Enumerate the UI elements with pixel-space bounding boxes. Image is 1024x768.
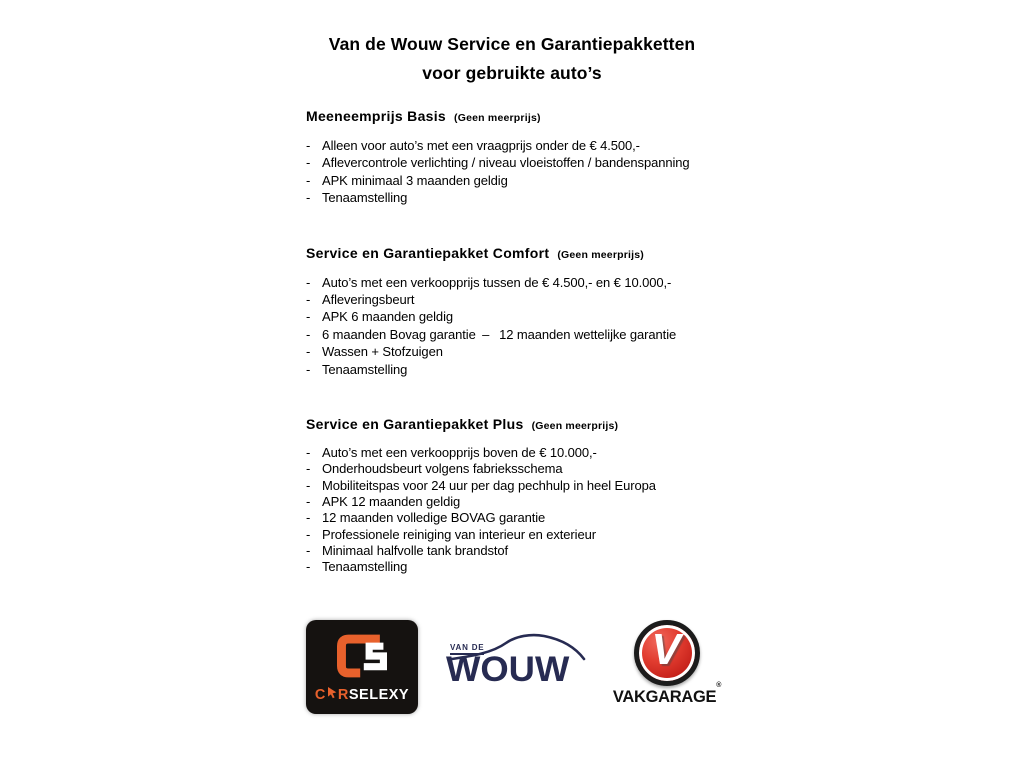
list-item	[306, 274, 796, 291]
section-item-list	[306, 137, 796, 207]
section-item-list	[306, 274, 796, 378]
list-item-text: Professionele reiniging van interieur en exterieur	[322, 526, 596, 542]
list-item	[306, 510, 796, 526]
list-item-text: Alleen voor auto’s met een vraagprijs onder de € 4.500,-	[322, 138, 640, 153]
list-item-text: Onderhoudsbeurt volgens fabrieksschema	[322, 461, 563, 477]
section-pakket-plus	[306, 416, 796, 575]
vakgarage-wordmark	[612, 682, 722, 707]
section-heading-text: Meeneemprijs Basis	[306, 108, 447, 124]
list-item	[306, 527, 796, 543]
list-item-text: Tenaamstelling	[322, 190, 408, 206]
partner-logos	[306, 620, 722, 720]
list-item	[306, 559, 796, 575]
list-item-text: Auto’s met een verkoopprijs boven de € 10.000,-	[322, 445, 597, 461]
list-item	[306, 308, 796, 325]
list-item	[306, 478, 796, 494]
section-item-list	[306, 445, 796, 575]
bullet-dash: -	[306, 559, 311, 575]
wouw-tagline: VAN DE	[450, 643, 484, 655]
list-item	[306, 343, 796, 360]
list-item-text: 12 maanden volledige BOVAG garantie	[322, 510, 546, 526]
title-line-1: Van de Wouw Service en Garantiepakketten	[328, 34, 696, 54]
section-meeneemprijs-basis	[306, 108, 796, 207]
bullet-dash: -	[306, 493, 311, 509]
list-item	[306, 494, 796, 510]
list-item-text: Aflevercontrole verlichting / niveau vloeistoffen / bandenspanning	[322, 155, 690, 171]
bullet-dash: -	[306, 172, 311, 188]
list-item	[306, 543, 796, 559]
bullet-dash: -	[306, 274, 311, 290]
list-item-text: Auto’s met een verkoopprijs tussen de € 4.500,- en € 10.000,-	[322, 274, 672, 290]
bullet-dash: -	[306, 461, 311, 477]
page-title	[0, 30, 1024, 88]
carselexy-wordmark	[315, 686, 409, 703]
section-heading-note: (Geen meerprijs)	[454, 112, 541, 124]
vakgarage-ball-icon	[634, 620, 700, 686]
list-item-text: APK minimaal 3 maanden geldig	[322, 172, 508, 188]
section-heading-note: (Geen meerprijs)	[531, 420, 619, 433]
bullet-dash: -	[306, 542, 311, 558]
list-item	[306, 154, 796, 171]
carselexy-letter-c: C	[314, 686, 326, 703]
bullet-dash: -	[306, 309, 311, 325]
list-item-text: APK 12 maanden geldig	[322, 493, 461, 509]
section-heading	[306, 245, 796, 263]
section-heading	[306, 108, 796, 126]
list-item	[306, 137, 796, 154]
list-item-text: Tenaamstelling	[322, 361, 408, 377]
title-line-2: voor gebruikte auto’s	[422, 63, 602, 83]
bullet-dash: -	[306, 155, 311, 171]
cursor-arrow-icon	[327, 686, 337, 703]
packages-content	[306, 108, 796, 613]
bullet-dash: -	[306, 361, 311, 377]
section-heading-text: Service en Garantiepakket Plus	[306, 416, 524, 433]
list-item-text: Afleveringsbeurt	[322, 292, 415, 308]
vakgarage-logo	[612, 620, 722, 707]
section-pakket-comfort	[306, 245, 796, 378]
list-item-text: Wassen + Stofzuigen	[322, 344, 443, 360]
list-item	[306, 189, 796, 206]
carselexy-cs-monogram-icon	[333, 631, 391, 681]
bullet-dash: -	[306, 477, 311, 493]
van-de-wouw-logo	[446, 632, 588, 704]
vakgarage-name-text: VAKGARAGE	[612, 688, 717, 706]
list-item	[306, 326, 796, 343]
section-heading-text: Service en Garantiepakket Comfort	[306, 244, 550, 261]
bullet-dash: -	[306, 344, 311, 360]
list-item	[306, 445, 796, 461]
section-heading-note: (Geen meerprijs)	[557, 248, 644, 261]
list-item-text: Tenaamstelling	[322, 559, 408, 575]
list-item	[306, 172, 796, 189]
bullet-dash: -	[306, 510, 311, 526]
bullet-dash: -	[306, 292, 311, 308]
list-item-text: Minimaal halfvolle tank brandstof	[322, 542, 509, 558]
bullet-dash: -	[306, 526, 311, 542]
bullet-dash: -	[306, 445, 311, 461]
list-item	[306, 291, 796, 308]
bullet-dash: -	[306, 190, 311, 206]
list-item-text: APK 6 maanden geldig	[322, 309, 453, 325]
carselexy-logo	[306, 620, 418, 714]
list-item-text: Mobiliteitspas voor 24 uur per dag pechhulp in heel Europa	[322, 477, 656, 493]
wouw-wordmark: WOUW	[446, 650, 570, 689]
vakgarage-v-letter: V	[651, 625, 681, 674]
bullet-dash: -	[306, 326, 311, 342]
carselexy-letter-r: R	[337, 686, 349, 703]
list-item	[306, 361, 796, 378]
section-heading	[306, 416, 796, 434]
list-item	[306, 461, 796, 477]
list-item-text: 6 maanden Bovag garantie – 12 maanden wettelijke garantie	[322, 326, 677, 342]
carselexy-suffix: SELEXY	[348, 686, 410, 703]
bullet-dash: -	[306, 138, 311, 153]
registered-mark: ®	[716, 682, 722, 689]
